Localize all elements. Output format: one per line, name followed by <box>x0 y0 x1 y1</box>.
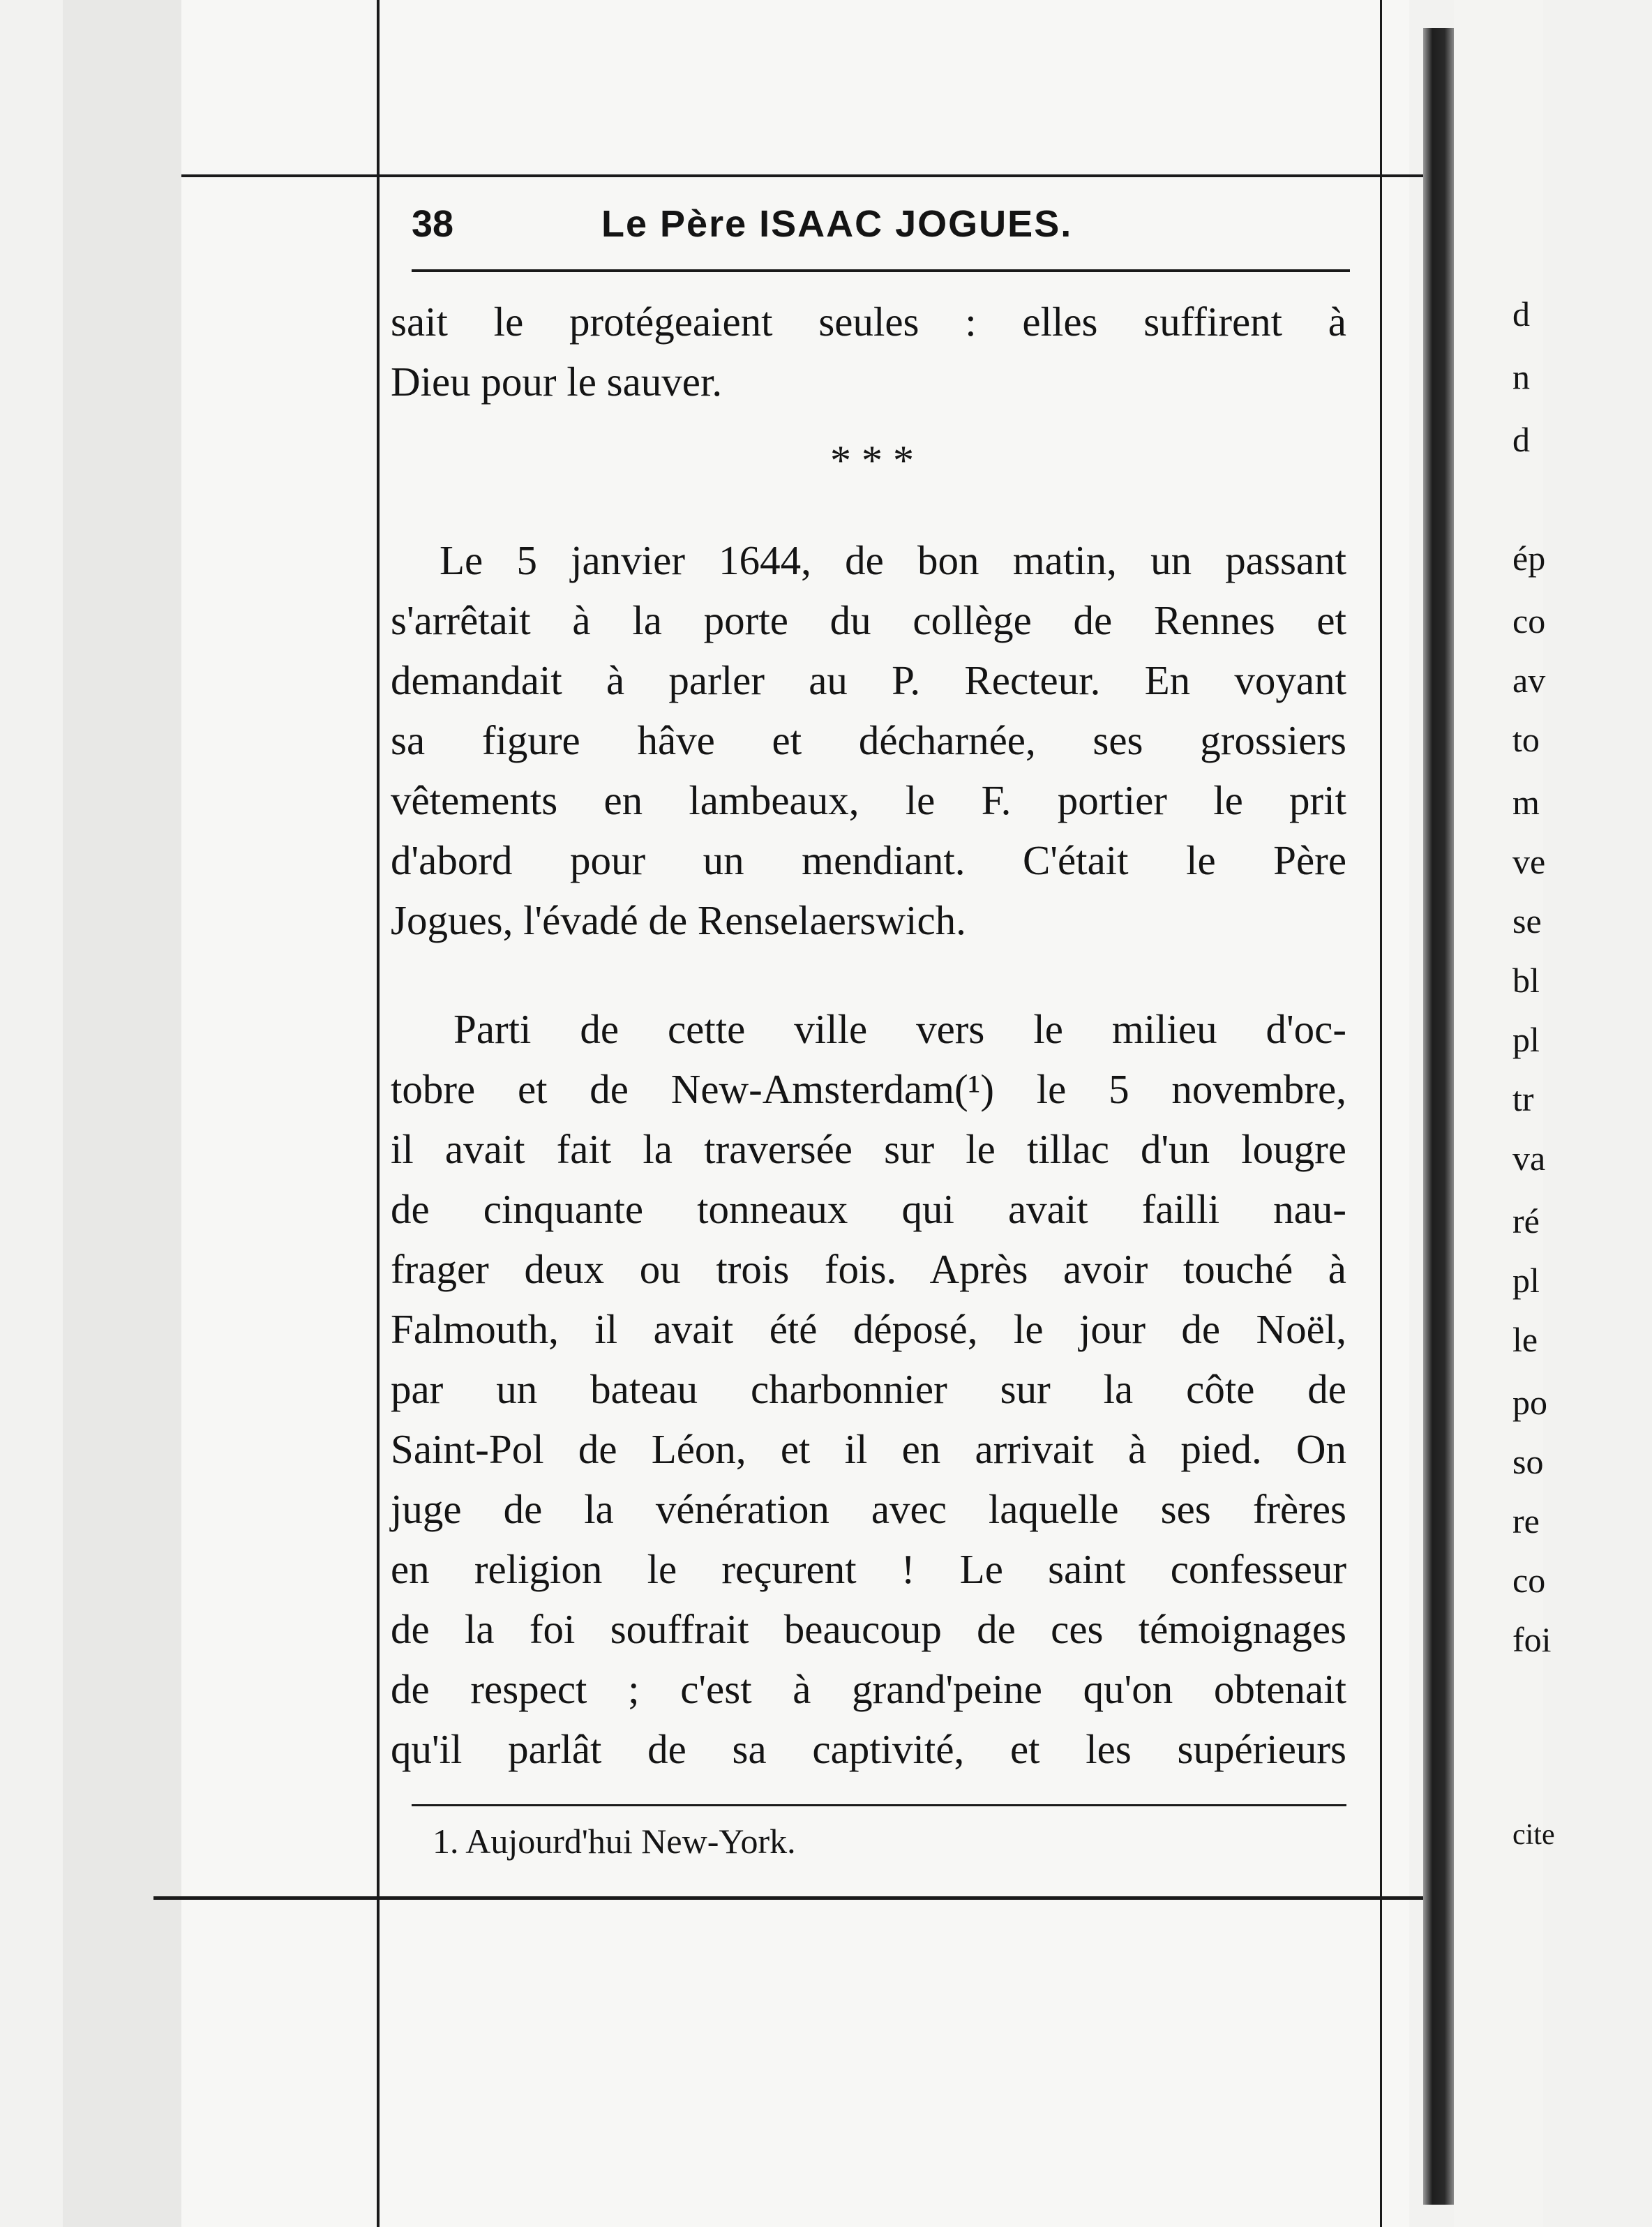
right-frame-rule <box>1380 0 1382 2227</box>
text-line: Le 5 janvier 1644, de bon matin, un passant <box>440 537 1346 583</box>
page-stack-edge <box>63 0 89 2227</box>
adjacent-page-fragment: co <box>1512 1561 1546 1600</box>
bottom-frame-rule <box>153 1896 1423 1900</box>
running-title: Le Père ISAAC JOGUES. <box>601 203 1073 245</box>
text-line: il avait fait la traversée sur le tillac d'un lougre <box>391 1126 1346 1172</box>
text-line: Falmouth, il avait été déposé, le jour de Noël, <box>391 1306 1346 1352</box>
adjacent-page-fragment: pl <box>1512 1020 1540 1059</box>
page-number: 38 <box>412 203 454 245</box>
footnote: 1. Aujourd'hui New-York. <box>433 1822 796 1861</box>
footnote-rule <box>412 1804 1346 1806</box>
text-line: demandait à parler au P. Recteur. En voyant <box>391 657 1346 703</box>
text-line: s'arrêtait à la porte du collège de Rennes et <box>391 597 1346 643</box>
adjacent-page-fragment: foi <box>1512 1620 1552 1659</box>
text-line: frager deux ou trois fois. Après avoir touché à <box>391 1246 1346 1292</box>
adjacent-page-fragment: to <box>1512 720 1540 759</box>
top-frame-rule <box>181 174 1423 177</box>
adjacent-page-fragment: ré <box>1512 1201 1540 1240</box>
adjacent-page-fragment: av <box>1512 661 1546 700</box>
adjacent-page-fragment: se <box>1512 901 1542 940</box>
adjacent-page-fragment: bl <box>1512 961 1540 1000</box>
text-line: de respect ; c'est à grand'peine qu'on obtenait <box>391 1666 1346 1712</box>
text-line: Saint-Pol de Léon, et il en arrivait à pied. On <box>391 1426 1346 1472</box>
left-frame-rule <box>377 0 380 2227</box>
text-line: vêtements en lambeaux, le F. portier le prit <box>391 777 1346 823</box>
adjacent-page-fragment: so <box>1512 1442 1544 1481</box>
section-separator <box>823 437 921 509</box>
paragraph-1 <box>391 530 1346 950</box>
text-line: tobre et de New-Amsterdam(¹) le 5 novembre, <box>391 1066 1346 1112</box>
paragraph-2 <box>391 999 1346 1779</box>
adjacent-page-fragment: co <box>1512 601 1546 640</box>
adjacent-page-fragment: ép <box>1512 539 1546 578</box>
intro-text <box>391 292 1346 412</box>
text-line: de la foi souffrait beaucoup de ces témoignages <box>391 1606 1346 1652</box>
header-rule <box>412 269 1350 272</box>
adjacent-page-fragment: va <box>1512 1139 1546 1178</box>
text-line: d'abord pour un mendiant. C'était le Père <box>391 837 1346 883</box>
text-line: Dieu pour le sauver. <box>391 359 723 405</box>
adjacent-page-fragment: m <box>1512 783 1540 822</box>
adjacent-page-fragment: d <box>1512 294 1530 333</box>
adjacent-page-fragment: le <box>1512 1320 1538 1359</box>
adjacent-page-fragment: cite <box>1512 1819 1555 1851</box>
separator-text: * * * <box>830 437 914 483</box>
text-line: Jogues, l'évadé de Renselaerswich. <box>391 897 966 943</box>
adjacent-page-fragment: pl <box>1512 1261 1540 1300</box>
text-line: sait le protégeaient seules : elles suffirent à <box>391 299 1346 345</box>
text-line: en religion le reçurent ! Le saint confesseur <box>391 1546 1346 1592</box>
text-line: de cinquante tonneaux qui avait failli nau- <box>391 1186 1346 1232</box>
page-stack-edge <box>113 0 142 2227</box>
text-line: qu'il parlât de sa captivité, et les supérieurs <box>391 1726 1346 1772</box>
text-line: sa figure hâve et décharnée, ses grossiers <box>391 717 1346 763</box>
adjacent-page-fragment: re <box>1512 1501 1540 1540</box>
text-line: juge de la vénération avec laquelle ses frères <box>391 1486 1346 1532</box>
adjacent-page-fragment: d <box>1512 420 1530 459</box>
adjacent-page-fragment: tr <box>1512 1079 1534 1118</box>
page-stack-edge <box>141 0 183 2227</box>
adjacent-page-fragment: n <box>1512 357 1530 396</box>
page-stack-edge <box>88 0 114 2227</box>
text-line: par un bateau charbonnier sur la côte de <box>391 1366 1346 1412</box>
book-gutter <box>1423 28 1454 2205</box>
adjacent-page-fragment: ve <box>1512 842 1546 881</box>
adjacent-page-fragment: po <box>1512 1383 1547 1422</box>
text-line: Parti de cette ville vers le milieu d'oc- <box>453 1006 1346 1052</box>
